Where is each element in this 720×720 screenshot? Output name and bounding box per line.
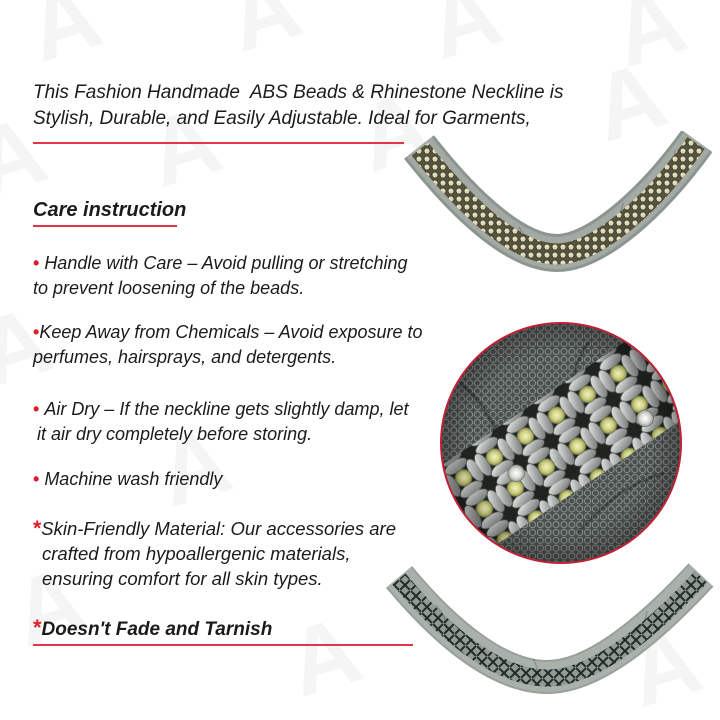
care-bullet-keep-away-chemicals xyxy=(33,320,423,370)
asterisk-marker: * xyxy=(33,516,42,540)
bullet-text: Machine wash friendly xyxy=(44,469,223,489)
bullet-text: Air Dry – If the neckline gets slightly damp, let xyxy=(44,399,409,419)
bullet-text: Keep Away from Chemicals – Avoid exposure to xyxy=(39,322,423,342)
product-photo-detail-circle xyxy=(440,322,682,564)
care-instruction-heading: Care instruction xyxy=(33,199,187,221)
watermark-glyph xyxy=(18,0,111,78)
product-photo-bottom-neckline xyxy=(383,563,717,715)
bullet-text: Doesn't Fade and Tarnish xyxy=(41,619,273,640)
bullet-line xyxy=(33,467,222,492)
bullet-line: perfumes, hairsprays, and detergents. xyxy=(33,347,337,367)
bullet-line: it air dry completely before storing. xyxy=(37,424,313,444)
bullet-line xyxy=(33,251,408,276)
bullet-line xyxy=(33,320,423,345)
bullet-line xyxy=(33,397,408,422)
note-doesnt-fade-tarnish xyxy=(33,615,272,642)
intro-line: Stylish, Durable, and Easily Adjustable. Ideal for Garments, xyxy=(33,108,531,129)
beaded-neckline-graphic xyxy=(399,131,715,301)
bullet-line: ensuring comfort for all skin types. xyxy=(42,568,323,589)
doesnt-fade-underline xyxy=(33,644,413,646)
care-bullet-handle-with-care xyxy=(33,251,408,301)
bullet-dot: • xyxy=(33,469,40,489)
intro-paragraph xyxy=(33,80,564,132)
watermark-glyph xyxy=(278,602,371,713)
intro-underline xyxy=(33,142,404,144)
asterisk-marker: * xyxy=(33,615,42,640)
care-heading-underline xyxy=(33,225,177,227)
bullet-text: Handle with Care – Avoid pulling or stretching xyxy=(44,253,408,273)
bullet-line: to prevent loosening of the beads. xyxy=(33,278,305,298)
care-bullet-machine-wash xyxy=(33,467,222,492)
intro-line: This Fashion Handmade ABS Beads & Rhinestone Neckline is xyxy=(33,82,564,103)
watermark-glyph xyxy=(418,0,511,75)
product-photo-top-neckline xyxy=(399,131,715,301)
bullet-dot: • xyxy=(33,399,40,419)
bullet-dot: • xyxy=(33,322,40,342)
note-skin-friendly-material xyxy=(33,516,396,591)
bullet-dot: • xyxy=(33,253,40,273)
dark-lattice-neckline-graphic xyxy=(383,563,717,715)
watermark-glyph xyxy=(218,0,311,68)
bullet-text: Skin-Friendly Material: Our accessories are xyxy=(41,518,396,539)
bullet-line: crafted from hypoallergenic materials, xyxy=(42,543,351,564)
bullet-line xyxy=(33,615,272,642)
beadwork-closeup-graphic xyxy=(442,324,680,562)
bullet-line xyxy=(33,516,396,541)
care-bullet-air-dry xyxy=(33,397,408,447)
